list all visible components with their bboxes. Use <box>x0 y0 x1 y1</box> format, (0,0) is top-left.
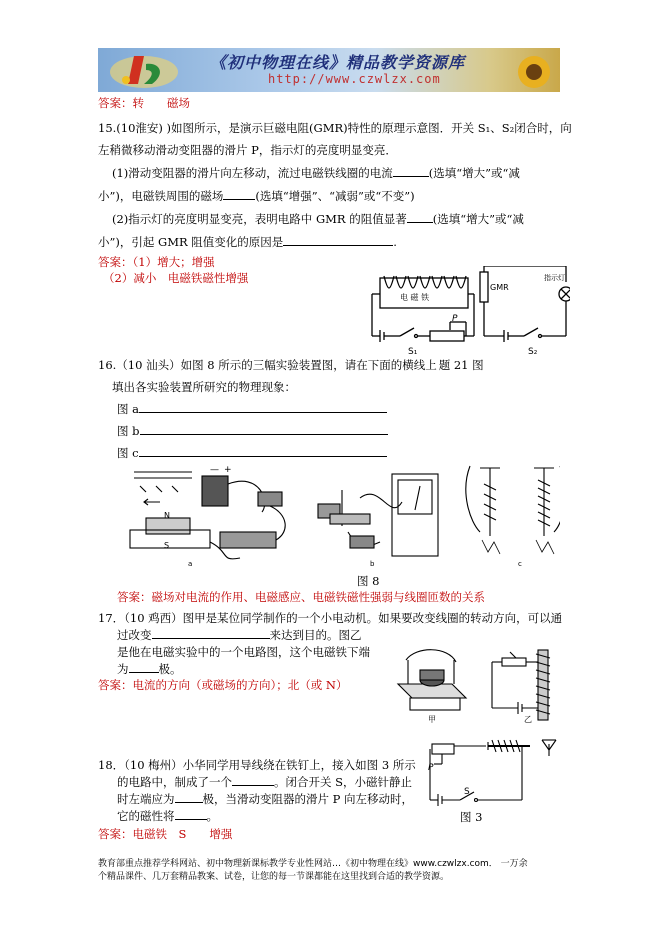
q15-sub1-text-a: (1)滑动变阻器的滑片向左移动，流过电磁铁线圈的电流 <box>112 166 393 180</box>
q18-fig-caption: 图 3 <box>460 810 483 824</box>
q18-text-e: 它的磁性将 <box>117 809 175 823</box>
q15-sub2-text-b: (选填“增大”或“减 <box>432 212 524 226</box>
q17-stem-4 <box>117 662 182 677</box>
q16-blank-c[interactable] <box>139 456 387 457</box>
q15-sub1-line1 <box>112 166 520 181</box>
q15-sub2-line2 <box>98 235 397 250</box>
q16-line-c <box>117 446 387 461</box>
q17-fig-label-jia: 甲 <box>428 715 436 724</box>
q15-sub1-text-c: 小”)，电磁铁周围的磁场 <box>98 189 224 203</box>
q16-line-c-label: 图 c <box>117 446 139 460</box>
q18-text-c: 时左端应为 <box>117 792 175 806</box>
q18-text-b: 。闭合开关 S，小磁针静止 <box>274 775 413 789</box>
q18-fig-s-label: S <box>464 787 470 797</box>
q17-blank-2[interactable] <box>129 672 159 673</box>
answer-top: 答案：转 磁场 <box>98 96 190 110</box>
q15-sub2-text-a: (2)指示灯的亮度明显变亮，表明电路中 GMR 的阻值显著 <box>112 212 407 226</box>
q15-sub2-text-d: . <box>393 235 397 249</box>
q15-blank-2[interactable] <box>223 199 255 200</box>
q15-fig-s1-label: S₁ <box>408 347 418 357</box>
q18-text-a: 的电路中，制成了一个 <box>117 775 232 789</box>
q15-blank-3[interactable] <box>407 222 433 223</box>
q16-fig-minus: — <box>210 465 219 475</box>
q15-answer-1: 答案：（1）增大；增强 <box>98 255 215 269</box>
q16-fig-s: S <box>164 541 170 550</box>
footer-line-2: 个精品课件、几万套精品教案、试卷，让您的每一节课都能在这里找到合适的教学资源。 <box>98 872 450 882</box>
q16-fig-label-a: a <box>188 560 193 568</box>
q16-fig-label-b: b <box>370 560 375 568</box>
banner-url: http://www.czwlzx.com <box>268 72 441 86</box>
q18-answer: 答案：电磁铁 S 增强 <box>98 827 233 841</box>
q18-stem-1: 18．（10 梅州）小华同学用导线绕在铁钉上，接入如图 3 所示 <box>98 758 416 772</box>
q15-answer-2: （2）减小 电磁铁磁性增强 <box>103 271 249 285</box>
q17-stem-2 <box>117 628 362 643</box>
q16-fig-label-c: c <box>518 560 522 568</box>
q16-answer: 答案：磁场对电流的作用、电磁感应、电磁铁磁性强弱与线圈匝数的关系 <box>117 590 485 604</box>
banner-title: 《初中物理在线》精品教学资源库 <box>210 53 466 72</box>
q16-fig-caption: 图 8 <box>357 574 380 588</box>
q17-stem-1: 17．（10 鸡西）图甲是某位同学制作的一个小电动机。如果要改变线圈的转动方向，可以通 <box>98 611 563 625</box>
q16-stem-1 <box>98 358 484 373</box>
q15-gmr-circuit-figure <box>370 266 570 358</box>
q17-text-d: 极。 <box>158 662 182 676</box>
q16-experiments-figure <box>120 462 560 572</box>
q17-blank-1[interactable] <box>152 638 270 639</box>
sunflower-image <box>498 48 560 92</box>
q16-stem-2: 填出各实验装置所研究的物理现象： <box>112 380 296 394</box>
q15-sub1-text-b: (选填“增大”或“减 <box>428 166 520 180</box>
q15-sub1-line2 <box>98 189 415 204</box>
q18-stem-3 <box>117 792 413 807</box>
q15-sub2-text-c: 小”)，引起 GMR 阻值变化的原因是 <box>98 235 284 249</box>
q15-fig-lamp-label: 指示灯 <box>544 274 565 282</box>
q18-text-d: 极，当滑动变阻器的滑片 P 向左移动时， <box>202 792 414 806</box>
q15-fig-electromagnet-label: 电 磁 铁 <box>400 293 430 302</box>
q16-blank-a[interactable] <box>139 412 387 413</box>
q15-fig-s2-label: S₂ <box>528 347 538 357</box>
q16-blank-b[interactable] <box>140 434 388 435</box>
q15-blank-1[interactable] <box>393 176 429 177</box>
q17-stem-3: 是他在电磁实验中的一个电路图，这个电磁铁下端 <box>117 645 370 659</box>
q18-stem-2 <box>117 775 412 790</box>
q16-stem-text: 16.（10 汕头）如图 8 所示的三幅实验装置图，请在下面的横线上 <box>98 358 437 372</box>
q17-answer: 答案：电流的方向（或磁场的方向）；北（或 N） <box>98 678 348 692</box>
q17-text-b: 来达到目的。图乙 <box>269 628 362 642</box>
q15-sub2-line1 <box>112 212 524 227</box>
footer-line-1: 教育部重点推荐学科网站、初中物理新课标教学专业性网站…《初中物理在线》www.czwlzx.com． 一万余 <box>98 859 528 869</box>
q15-stem-1: 15.(10淮安) )如图所示，是演示巨磁电阻(GMR)特性的原理示意图．开关 S₁、S₂闭合时，向 <box>98 121 572 135</box>
q18-blank-2[interactable] <box>175 802 203 803</box>
q16-line-b <box>117 424 388 439</box>
q16-overlap-label: 题 21 图 <box>438 358 484 372</box>
site-logo <box>104 50 190 90</box>
q18-nail-circuit-figure <box>426 734 562 810</box>
q16-line-b-label: 图 b <box>117 424 140 438</box>
q17-motor-circuit-figure <box>392 632 558 724</box>
q18-text-f: 。 <box>206 809 218 823</box>
q18-stem-4 <box>117 809 218 824</box>
q17-text-c: 为 <box>117 662 129 676</box>
q16-fig-n: N <box>164 511 170 520</box>
q17-fig-label-yi: 乙 <box>524 715 532 724</box>
q15-sub1-text-d: (选填“增强”、“减弱”或“不变”) <box>255 189 415 203</box>
q15-fig-gmr-label: GMR <box>490 283 509 292</box>
q15-blank-4[interactable] <box>283 245 393 246</box>
q18-blank-1[interactable] <box>232 785 274 786</box>
q15-fig-p-label: P <box>452 314 458 324</box>
q16-fig-plus: + <box>224 465 232 475</box>
q18-fig-p-label: P <box>428 763 434 773</box>
q17-text-a: 过改变 <box>117 628 152 642</box>
q15-stem-2: 左稍微移动滑动变阻器的滑片 P，指示灯的亮度明显变亮． <box>98 143 397 157</box>
site-banner <box>98 48 560 92</box>
q16-line-a-label: 图 a <box>117 402 140 416</box>
q16-line-a <box>117 402 387 417</box>
q18-blank-3[interactable] <box>175 819 207 820</box>
